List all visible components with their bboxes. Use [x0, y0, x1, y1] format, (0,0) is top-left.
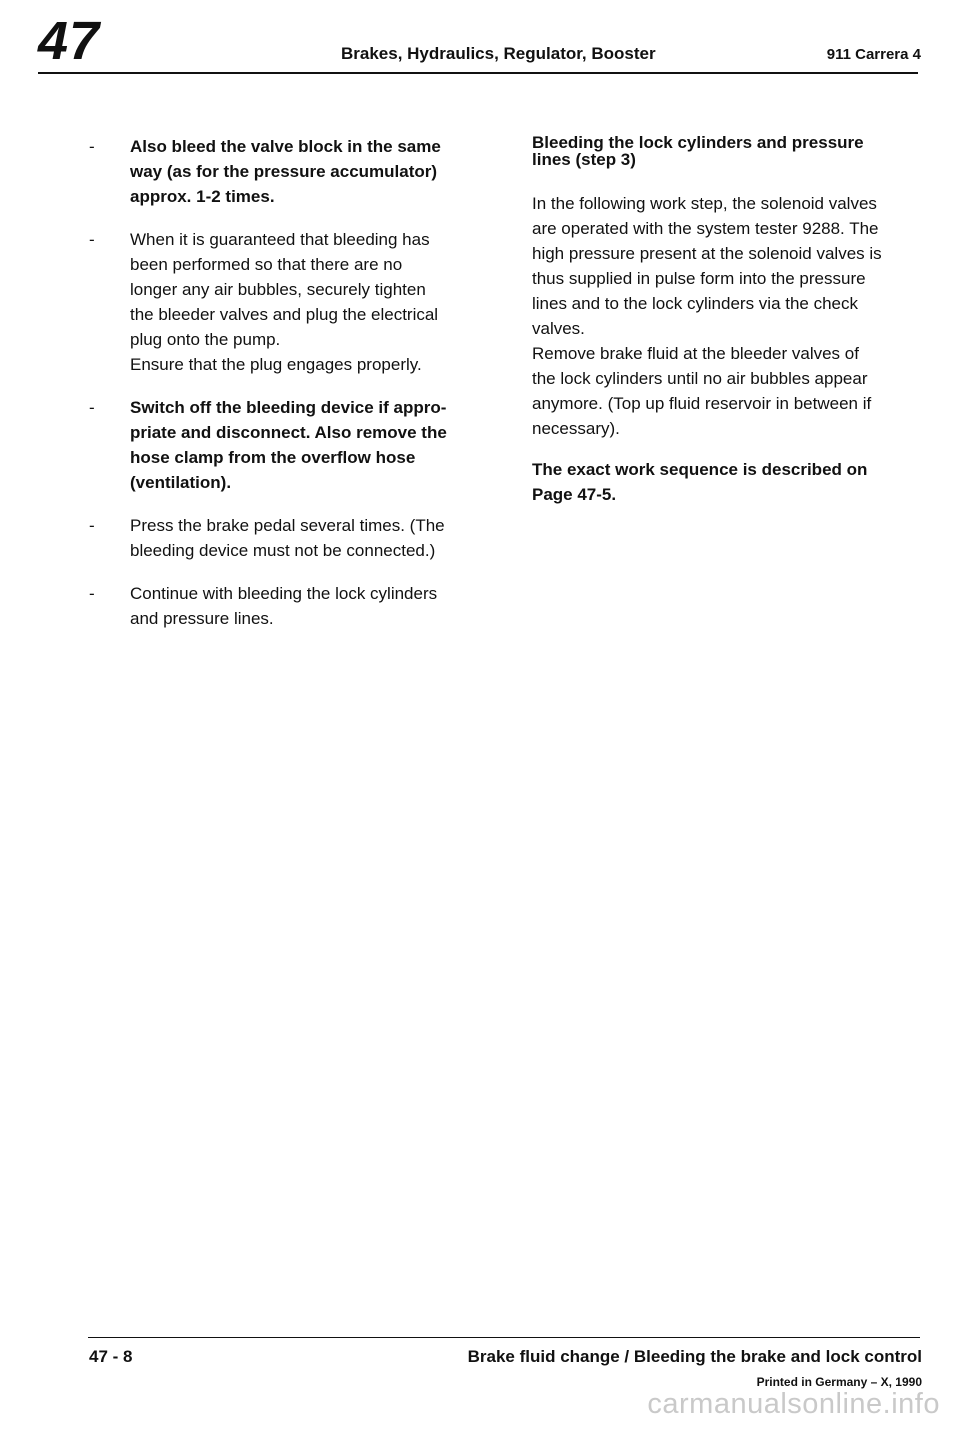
text-line: Ensure that the plug engages properly.	[130, 355, 422, 374]
text-line: and pressure lines.	[130, 609, 274, 628]
text-line: valves.	[532, 319, 585, 338]
text-line: the bleeder valves and plug the electrical	[130, 305, 439, 324]
text-line: way (as for the pressure accumulator)	[130, 162, 438, 181]
text-line: longer any air bubbles, securely tighten	[130, 280, 426, 299]
header-model: 911 Carrera 4	[826, 46, 921, 63]
text-line: lines (step 3)	[532, 150, 636, 169]
text-line: are operated with the system tester 9288. The	[532, 219, 879, 238]
list-item-text	[130, 581, 484, 631]
list-item	[89, 513, 484, 563]
list-item	[89, 581, 484, 631]
text-line: approx. 1-2 times.	[130, 187, 275, 206]
text-line: lines and to the lock cylinders via the check	[532, 294, 859, 313]
note-paragraph	[532, 457, 902, 507]
body-paragraph	[532, 191, 902, 441]
text-line: In the following work step, the solenoid valves	[532, 194, 877, 213]
header-title: Brakes, Hydraulics, Regulator, Booster	[341, 44, 656, 63]
text-line: priate and disconnect. Also remove the	[130, 423, 447, 442]
bullet-dash: -	[89, 137, 95, 156]
text-line: Press the brake pedal several times. (The	[130, 516, 445, 535]
text-line: Bleeding the lock cylinders and pressure	[532, 133, 864, 152]
text-line: Switch off the bleeding device if appro-	[130, 398, 447, 417]
text-line: (ventilation).	[130, 473, 232, 492]
text-line: Page 47-5.	[532, 485, 617, 504]
header-rule	[38, 72, 918, 74]
list-item-text	[130, 227, 484, 377]
text-line: anymore. (Top up fluid reservoir in between if	[532, 394, 872, 413]
printed-note: Printed in Germany – X, 1990	[756, 1375, 922, 1389]
text-line: Remove brake fluid at the bleeder valves of	[532, 344, 859, 363]
text-line: high pressure present at the solenoid valves is	[532, 244, 882, 263]
bullet-dash: -	[89, 230, 95, 249]
text-line: been performed so that there are no	[130, 255, 403, 274]
footer-title: Brake fluid change / Bleeding the brake and lock control	[467, 1347, 922, 1366]
text-line: Continue with bleeding the lock cylinders	[130, 584, 438, 603]
bullet-dash: -	[89, 584, 95, 603]
page-number: 47 - 8	[89, 1347, 133, 1366]
list-item	[89, 134, 484, 209]
list-item-text	[130, 395, 484, 495]
watermark: carmanualsonline.info	[647, 1388, 940, 1420]
list-item	[89, 227, 484, 377]
footer-rule	[88, 1337, 920, 1338]
text-line: hose clamp from the overflow hose	[130, 448, 416, 467]
text-line: Also bleed the valve block in the same	[130, 137, 441, 156]
text-line: bleeding device must not be connected.)	[130, 541, 436, 560]
text-line: plug onto the pump.	[130, 330, 281, 349]
text-line: necessary).	[532, 419, 620, 438]
list-item-text	[130, 134, 484, 209]
section-title	[532, 134, 902, 168]
text-line: thus supplied in pulse form into the pressure	[532, 269, 866, 288]
list-item-text	[130, 513, 484, 563]
bullet-dash: -	[89, 516, 95, 535]
bullet-dash: -	[89, 398, 95, 417]
text-line: the lock cylinders until no air bubbles appear	[532, 369, 868, 388]
page-header	[0, 0, 960, 80]
chapter-number: 47	[38, 11, 101, 71]
right-column	[532, 134, 902, 523]
list-item	[89, 395, 484, 495]
left-column	[89, 134, 484, 649]
text-line: When it is guaranteed that bleeding has	[130, 230, 430, 249]
text-line: The exact work sequence is described on	[532, 460, 868, 479]
